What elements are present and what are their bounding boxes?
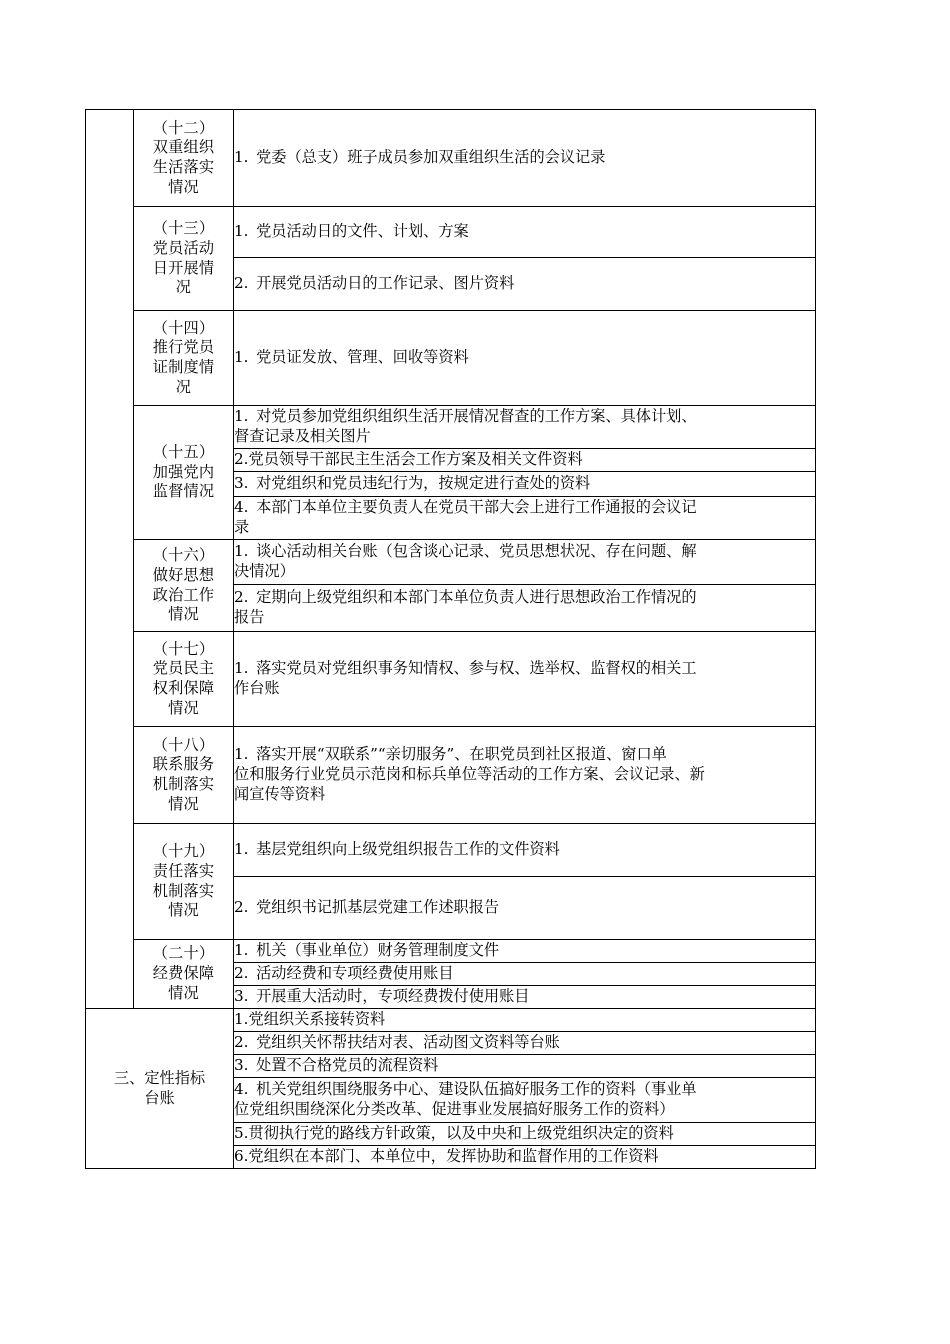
entry-cell [234, 963, 816, 986]
category-label-line: 党员民主 [152, 659, 215, 678]
entry-number: 2. [234, 450, 249, 469]
entry-text-first-line [234, 407, 815, 427]
entry-text: 党组织在本部门、本单位中，发挥协助和监督作用的工作资料 [248, 1147, 659, 1166]
continuation-spine-cell [86, 110, 134, 1009]
entry-text-first-line [234, 148, 815, 168]
entry-cell [234, 632, 816, 727]
entry-number-gap [249, 1080, 257, 1098]
entry-number-gap [249, 222, 257, 240]
entry-number: 4. [234, 1080, 249, 1099]
entry-number-gap [249, 745, 257, 763]
entry-number: 2. [234, 1033, 249, 1052]
entry-text-first-line [234, 987, 815, 1007]
entry-text: 党员活动日的文件、计划、方案 [256, 222, 469, 241]
category-label-line: 证制度情 [152, 358, 215, 376]
entry-cell [234, 877, 816, 940]
entry-cell [234, 1055, 816, 1078]
table-row [86, 632, 816, 727]
category-label-line: （十八） [152, 735, 215, 754]
entry-text: 机关党组织围绕服务中心、建设队伍搞好服务工作的资料（事业单 [256, 1080, 697, 1099]
entry-number: 1. [234, 1010, 249, 1029]
category-label-line: 情况 [168, 794, 199, 813]
entry-text-wrap-line: 督查记录及相关图片 [234, 427, 371, 445]
category-label-item-15 [134, 406, 234, 540]
table-row [86, 110, 816, 207]
table-row [86, 940, 816, 963]
category-label-line: （十四） [152, 318, 215, 337]
table-row [86, 540, 816, 585]
entry-text: 开展党员活动日的工作记录、图片资料 [256, 274, 515, 293]
entry-number-gap [249, 1033, 257, 1051]
entry-text: 党组织书记抓基层党建工作述职报告 [256, 898, 500, 917]
entry-cell [234, 540, 816, 585]
category-label-line: 责任落实 [152, 861, 215, 880]
table-row [86, 1009, 816, 1032]
entry-number-gap [249, 964, 257, 982]
entry-text: 机关（事业单位）财务管理制度文件 [256, 941, 500, 960]
category-label-line: （十三） [152, 219, 215, 237]
entry-text-first-line [234, 274, 815, 294]
entry-text-first-line [234, 1147, 815, 1167]
entry-text: 谈心活动相关台账（包含谈心记录、党员思想状况、存在问题、解 [256, 542, 697, 561]
entry-number: 1. [234, 659, 249, 678]
entry-number: 3. [234, 474, 249, 493]
entry-text: 落实开展“双联系”“亲切服务”、在职党员到社区报道、窗口单 [256, 745, 667, 764]
entry-text-wrap-line: 闻宣传等资料 [234, 784, 326, 803]
entry-number: 1. [234, 941, 249, 960]
entry-text-first-line [234, 745, 815, 765]
entry-cell [234, 1146, 816, 1169]
entry-text: 对党组织和党员违纪行为，按规定进行查处的资料 [256, 474, 591, 493]
entry-number-gap [249, 148, 257, 166]
entry-number: 2. [234, 274, 249, 293]
category-label-line: 情况 [168, 983, 199, 1002]
entry-text: 党员领导干部民主生活会工作方案及相关文件资料 [248, 450, 583, 469]
entry-number: 2. [234, 588, 249, 607]
category-label-line: 情况 [168, 605, 199, 624]
entry-text-first-line [234, 1124, 815, 1144]
category-label-line: 生活落实 [152, 158, 215, 176]
entry-number: 1. [234, 542, 249, 561]
entry-number: 4. [234, 498, 249, 517]
entry-text-wrap-line: 决情况） [234, 562, 295, 580]
category-label-line: 机制落实 [152, 775, 215, 793]
table-row [86, 727, 816, 824]
category-label-item-17 [134, 632, 234, 727]
entry-cell [234, 110, 816, 207]
entry-cell [234, 1032, 816, 1055]
entry-number-gap [249, 348, 257, 366]
entry-cell [234, 824, 816, 877]
category-label-line: 日开展情 [152, 258, 215, 277]
entry-cell [234, 449, 816, 472]
entry-number-gap [249, 941, 257, 959]
entry-text-first-line [234, 941, 815, 961]
category-label-line: （二十） [152, 944, 215, 963]
category-label-line: （十二） [152, 118, 215, 137]
entry-cell [234, 207, 816, 258]
category-label-line: 权利保障 [152, 679, 215, 697]
entry-text: 落实党员对党组织事务知情权、参与权、选举权、监督权的相关工 [256, 659, 697, 678]
entry-text-first-line [234, 1080, 815, 1100]
category-label-line: 政治工作 [152, 585, 215, 604]
category-label-line: 机制落实 [152, 881, 215, 900]
entry-text-wrap-line: 录 [234, 518, 250, 536]
table-row [86, 207, 816, 258]
entry-text-first-line [234, 659, 815, 679]
category-label-line: 做好思想 [152, 565, 215, 584]
category-label-item-14 [134, 311, 234, 406]
entry-cell [234, 727, 816, 824]
entry-number-gap [249, 407, 257, 425]
entry-text: 党组织关系接转资料 [248, 1010, 386, 1029]
category-label-line: 情况 [168, 901, 199, 920]
entry-text-first-line [234, 1033, 815, 1053]
entry-text-wrap-line: 位党组织围绕深化分类改革、促进事业发展搞好服务工作的资料） [234, 1100, 675, 1118]
entry-number-gap [249, 588, 257, 606]
entry-number-gap [249, 659, 257, 677]
category-label-line: 双重组织 [152, 138, 215, 157]
category-label-item-16 [134, 540, 234, 632]
entry-cell [234, 406, 816, 449]
category-label-line: 情况 [168, 177, 199, 196]
entry-text-first-line [234, 474, 815, 494]
entry-number: 3. [234, 1056, 249, 1075]
entry-number: 1. [234, 407, 249, 426]
entry-cell [234, 1123, 816, 1146]
entry-number: 5. [234, 1124, 249, 1143]
category-label-line: （十九） [152, 842, 215, 860]
entry-cell [234, 472, 816, 497]
entry-cell [234, 585, 816, 632]
entry-number: 1. [234, 840, 249, 859]
entry-number: 3. [234, 987, 249, 1006]
entry-text-first-line [234, 840, 815, 860]
category-label-item-13 [134, 207, 234, 311]
entry-text: 对党员参加党组织组织生活开展情况督查的工作方案、具体计划、 [256, 407, 697, 426]
entry-cell [234, 258, 816, 311]
entry-text-wrap-line: 位和服务行业党员示范岗和标兵单位等活动的工作方案、会议记录、新 [234, 765, 705, 784]
entry-number-gap [249, 840, 257, 858]
category-label-line: 况 [175, 377, 192, 396]
category-label-line: 情况 [168, 698, 199, 717]
entry-text: 党委（总支）班子成员参加双重组织生活的会议记录 [256, 148, 606, 167]
table-row [86, 406, 816, 449]
entry-text: 基层党组织向上级党组织报告工作的文件资料 [256, 840, 560, 859]
entry-text: 贯彻执行党的路线方针政策，以及中央和上级党组织决定的资料 [248, 1124, 674, 1143]
ledger-table [85, 109, 816, 1169]
entry-number-gap [249, 498, 257, 516]
table-body [86, 110, 816, 1169]
entry-text-first-line [234, 498, 815, 518]
entry-number: 1. [234, 148, 249, 167]
entry-cell [234, 940, 816, 963]
entry-number-gap [249, 898, 257, 916]
entry-number: 6. [234, 1147, 249, 1166]
entry-text-first-line [234, 222, 815, 242]
entry-text-wrap-line: 作台账 [234, 679, 280, 697]
entry-number-gap [249, 474, 257, 492]
category-label-line: （十五） [152, 442, 215, 461]
entry-text: 党员证发放、管理、回收等资料 [256, 348, 469, 367]
entry-text: 党组织关怀帮扶结对表、活动图文资料等台账 [256, 1033, 560, 1052]
category-label-line: 加强党内 [152, 462, 215, 481]
entry-text-first-line [234, 898, 815, 918]
entry-text-first-line [234, 964, 815, 984]
entry-number-gap [249, 1056, 257, 1074]
entry-text-first-line [234, 1010, 815, 1030]
entry-text: 活动经费和专项经费使用账目 [256, 964, 454, 983]
entry-number-gap [249, 542, 257, 560]
category-label-item-20 [134, 940, 234, 1009]
entry-text-wrap-line: 报告 [234, 608, 265, 626]
entry-cell [234, 311, 816, 406]
entry-cell [234, 497, 816, 540]
entry-text-first-line [234, 588, 815, 608]
entry-text: 开展重大活动时，专项经费拨付使用账目 [256, 987, 530, 1006]
entry-text: 本部门本单位主要负责人在党员干部大会上进行工作通报的会议记 [256, 498, 697, 517]
entry-number: 1. [234, 222, 249, 241]
category-label-line: （十七） [152, 639, 215, 658]
entry-number: 2. [234, 964, 249, 983]
section-label-line: 三、定性指标 [113, 1068, 206, 1087]
entry-cell [234, 1009, 816, 1032]
entry-text: 定期向上级党组织和本部门本单位负责人进行思想政治工作情况的 [256, 588, 697, 607]
entry-cell [234, 1078, 816, 1123]
table-row [86, 311, 816, 406]
entry-text: 处置不合格党员的流程资料 [256, 1056, 439, 1075]
entry-number: 2. [234, 898, 249, 917]
category-label-line: 联系服务 [152, 755, 215, 774]
entry-number-gap [249, 987, 257, 1005]
entry-number: 1. [234, 348, 249, 367]
category-label-item-18 [134, 727, 234, 824]
entry-number-gap [249, 274, 257, 292]
category-label-line: 推行党员 [152, 338, 215, 357]
entry-text-first-line [234, 348, 815, 368]
category-label-line: 经费保障 [152, 964, 215, 983]
entry-number: 1. [234, 745, 249, 764]
category-label-line: 党员活动 [152, 238, 215, 257]
entry-cell [234, 986, 816, 1009]
category-label-line: 监督情况 [152, 482, 215, 501]
category-label-line: （十六） [152, 546, 215, 564]
table-row [86, 824, 816, 877]
entry-text-first-line [234, 542, 815, 562]
category-label-item-19 [134, 824, 234, 940]
entry-text-first-line [234, 1056, 815, 1076]
section-label-line: 台账 [144, 1088, 175, 1107]
category-label-item-12 [134, 110, 234, 207]
category-label-line: 况 [175, 278, 192, 297]
entry-text-first-line [234, 450, 815, 470]
section-label-three [86, 1009, 234, 1169]
